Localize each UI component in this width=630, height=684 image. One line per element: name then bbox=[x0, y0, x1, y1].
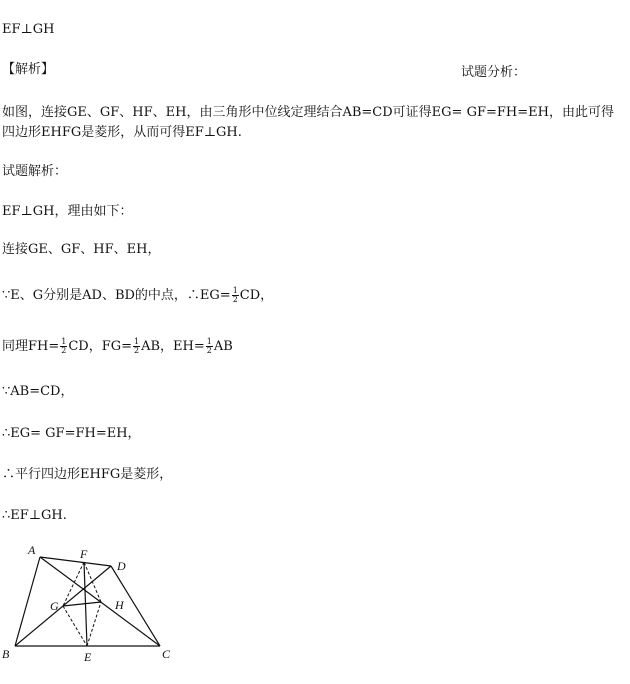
step-4-part-c: AB，EH= bbox=[141, 339, 205, 354]
step-3 bbox=[2, 287, 273, 305]
answer-text: EF⊥GH bbox=[2, 22, 55, 37]
analysis-heading: 【解析】 bbox=[2, 62, 55, 77]
dashed-eh bbox=[87, 602, 101, 646]
fraction-half: $\frac{1}{2}$ bbox=[134, 337, 140, 355]
step-8: ∴EF⊥GH. bbox=[2, 508, 67, 523]
step-5: ∵AB=CD， bbox=[2, 384, 74, 399]
analysis-paragraph: 如图，连接GE、GF、HF、EH，由三角形中位线定理结合AB=CD可证得EG= GF=FH=EH，由此可得四边形EHFG是菱形，从而可得EF⊥GH. bbox=[2, 105, 614, 140]
dashed-fg bbox=[63, 562, 84, 606]
fraction-half: $\frac{1}{2}$ bbox=[232, 286, 238, 304]
step-4-part-a: 同理FH= bbox=[2, 339, 60, 354]
step-4-part-d: AB bbox=[213, 339, 233, 354]
step-3-part-a: ∵E、G分别是AD、BD的中点，∴EG= bbox=[2, 288, 231, 303]
label-f: F bbox=[80, 547, 88, 561]
label-c: C bbox=[162, 647, 171, 661]
fraction-half: $\frac{1}{2}$ bbox=[61, 337, 67, 355]
step-4-part-b: CD，FG= bbox=[68, 339, 133, 354]
step-4 bbox=[2, 338, 233, 356]
segment-gh bbox=[63, 602, 101, 606]
fraction-half: $\frac{1}{2}$ bbox=[206, 337, 212, 355]
label-b: B bbox=[2, 647, 10, 661]
step-2: 连接GE、GF、HF、EH， bbox=[2, 242, 161, 257]
solution-label: 试题解析： bbox=[2, 164, 68, 179]
analysis-label: 试题分析： bbox=[461, 65, 527, 80]
step-6: ∴EG= GF=FH=EH， bbox=[2, 426, 141, 441]
label-e: E bbox=[84, 650, 92, 664]
step-7: ∴平行四边形EHFG是菱形， bbox=[2, 467, 173, 482]
dashed-ge bbox=[63, 606, 87, 646]
segment-ab bbox=[15, 557, 40, 646]
step-3-part-b: CD， bbox=[239, 288, 274, 303]
label-d: D bbox=[117, 559, 126, 573]
geometry-figure bbox=[0, 540, 190, 672]
label-h: H bbox=[115, 598, 124, 612]
step-1: EF⊥GH，理由如下： bbox=[2, 204, 133, 219]
label-a: A bbox=[28, 543, 36, 557]
label-g: G bbox=[50, 599, 59, 613]
